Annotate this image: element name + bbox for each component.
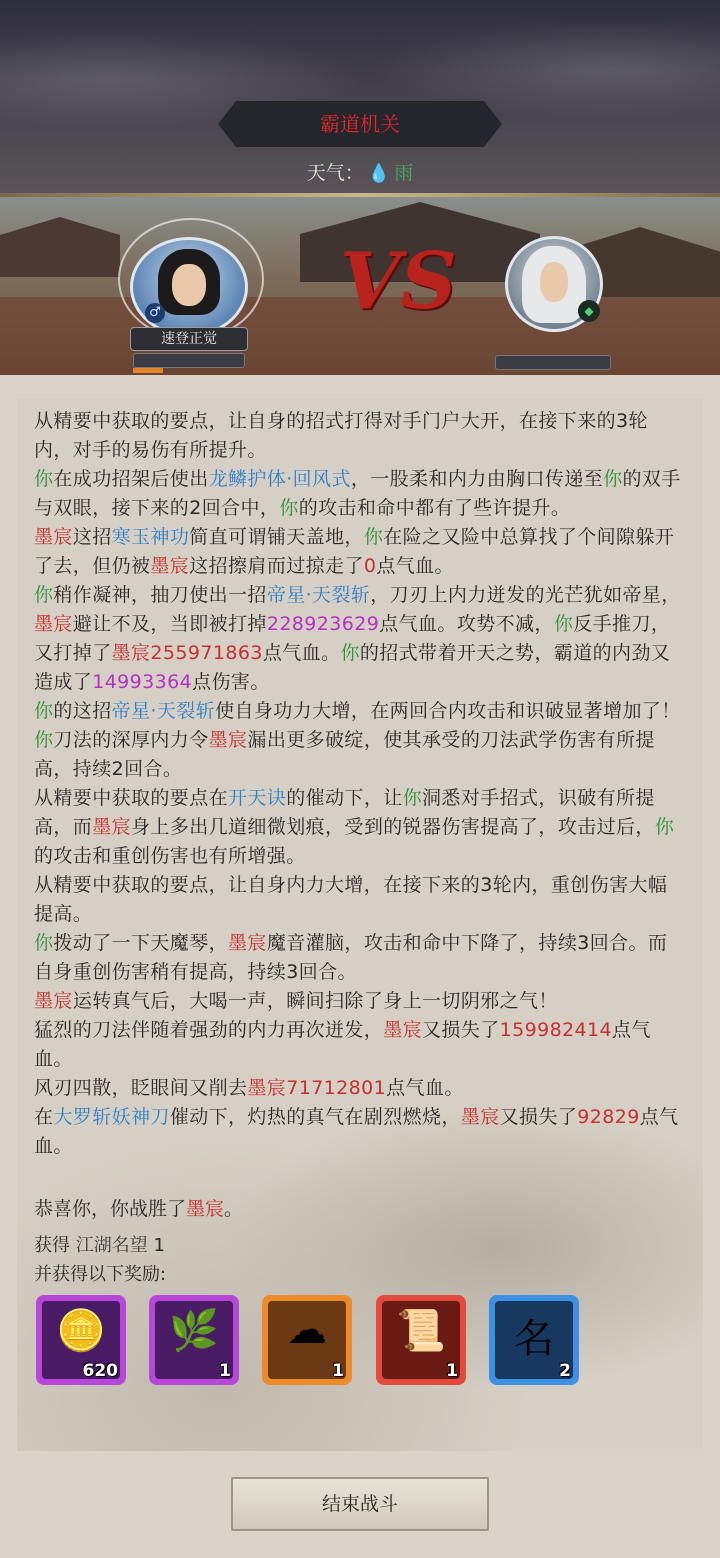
log-text: 你 bbox=[553, 613, 574, 635]
victory-suffix: 。 bbox=[224, 1198, 244, 1220]
jade-token-icon: 名 bbox=[514, 1316, 554, 1362]
log-text: 魔音灌脑，攻击和命中下降了，持续3回合。而自身重创伤害稍有提高，持续3回合。 bbox=[34, 932, 668, 983]
log-text: 228923629 bbox=[266, 613, 380, 635]
log-text: 开天诀 bbox=[228, 787, 287, 809]
log-text: 身上多出几道细微划痕，受到的锐器伤害提高了，攻击过后， bbox=[131, 816, 655, 838]
log-text: 刀法的深厚内力令 bbox=[53, 729, 209, 751]
log-text: 墨宸 bbox=[34, 990, 73, 1012]
log-text: 你 bbox=[363, 526, 384, 548]
log-entry bbox=[34, 1103, 686, 1161]
log-text: 你 bbox=[34, 468, 54, 490]
log-text: 的招式带着开天之势，霸道的内劲又造成了 bbox=[34, 642, 671, 693]
log-text: 墨宸 bbox=[34, 526, 73, 548]
log-text: 墨宸 bbox=[34, 613, 73, 635]
log-text: 洞悉对手招式，识破有所提高，而 bbox=[34, 787, 655, 838]
reward-item[interactable] bbox=[376, 1295, 466, 1385]
reward-count: 1 bbox=[219, 1361, 231, 1381]
log-entry bbox=[34, 726, 686, 784]
log-text: 大罗斩妖神刀 bbox=[53, 1106, 170, 1128]
log-entry bbox=[34, 581, 686, 697]
log-text: 点气血。攻势不减， bbox=[379, 613, 554, 635]
log-text: 在险之又险中总算找了个间隙躲开了去，但仍被 bbox=[34, 526, 675, 577]
log-text: 帝星·天裂斩 bbox=[111, 700, 216, 722]
vs-emblem: VS bbox=[340, 236, 457, 327]
player-hp-bar bbox=[133, 353, 245, 368]
log-text: 又损失了 bbox=[499, 1106, 578, 1128]
log-text: ，刀刃上内力迸发的光芒犹如帝星， bbox=[370, 584, 681, 606]
face bbox=[172, 264, 206, 306]
log-text: 墨宸 bbox=[247, 1077, 287, 1099]
log-text: 漏出更多破绽，使其承受的刀法武学伤害有所提高，持续2回合。 bbox=[34, 729, 655, 780]
log-text: 帝星·天裂斩 bbox=[266, 584, 371, 606]
log-entry bbox=[34, 987, 686, 1016]
log-text: 墨宸 bbox=[150, 555, 190, 577]
fame-value: 1 bbox=[153, 1235, 165, 1256]
log-entry bbox=[34, 465, 686, 523]
log-text: 催动下，灼热的真气在剧烈燃烧， bbox=[169, 1106, 461, 1128]
reward-item[interactable] bbox=[489, 1295, 579, 1385]
log-text: 墨宸 bbox=[111, 642, 151, 664]
log-text: 14993364 bbox=[92, 671, 193, 693]
log-text: 点气血。 bbox=[376, 555, 454, 577]
log-text: 255971863 bbox=[150, 642, 263, 664]
log-text: 运转真气后，大喝一声，瞬间扫除了身上一切阴邪之气！ bbox=[72, 990, 558, 1012]
weather-value: 雨 bbox=[394, 162, 414, 184]
log-text: 墨宸 bbox=[208, 729, 248, 751]
log-text: 又损失了 bbox=[422, 1019, 500, 1041]
log-text: 避让不及，当即被打掉 bbox=[72, 613, 267, 635]
log-text: 的攻击和重创伤害也有所增强。 bbox=[34, 845, 306, 867]
log-text: 你 bbox=[654, 816, 675, 838]
page-title: 霸道机关 bbox=[320, 112, 400, 136]
fame-name: 江湖名望 bbox=[75, 1235, 148, 1256]
reward-count: 620 bbox=[82, 1361, 118, 1381]
log-text: 的催动下，让 bbox=[286, 787, 403, 809]
log-text: 你 bbox=[34, 700, 54, 722]
log-text: 简直可谓铺天盖地， bbox=[189, 526, 364, 548]
log-text: 159982414 bbox=[499, 1019, 613, 1041]
gold-ingot-icon: 🪙 bbox=[56, 1308, 106, 1354]
log-text: 92829 bbox=[577, 1106, 640, 1128]
building bbox=[0, 217, 120, 277]
reward-item[interactable] bbox=[262, 1295, 352, 1385]
victory-message bbox=[34, 1195, 243, 1224]
log-text: 墨宸 bbox=[228, 932, 267, 954]
battle-scene bbox=[0, 197, 720, 375]
player-energy-bar bbox=[133, 368, 163, 373]
log-text: 0 bbox=[363, 555, 377, 577]
log-text: 你 bbox=[34, 932, 54, 954]
log-entry bbox=[34, 871, 686, 929]
victory-prefix: 恭喜你，你战胜了 bbox=[34, 1198, 187, 1220]
reward-count: 2 bbox=[559, 1361, 571, 1381]
enemy-hp-bar bbox=[495, 355, 611, 370]
log-entry bbox=[34, 697, 686, 726]
log-text: 猛烈的刀法伴随着强劲的内力再次迸发， bbox=[34, 1019, 384, 1041]
log-text: 墨宸 bbox=[460, 1106, 500, 1128]
log-text: 你 bbox=[340, 642, 360, 664]
log-text: 在成功招架后使出 bbox=[53, 468, 209, 490]
log-text: 风刃四散，眨眼间又削去 bbox=[34, 1077, 248, 1099]
log-text: 这招擦肩而过掠走了 bbox=[189, 555, 364, 577]
log-entry bbox=[34, 523, 686, 581]
reward-count: 1 bbox=[446, 1361, 458, 1381]
end-battle-button[interactable]: 结束战斗 bbox=[231, 1477, 489, 1531]
reward-item[interactable] bbox=[36, 1295, 126, 1385]
log-text: 拨动了一下天魔琴， bbox=[53, 932, 229, 954]
log-text: 墨宸 bbox=[92, 816, 132, 838]
face bbox=[540, 262, 568, 303]
log-text: 71712801 bbox=[286, 1077, 387, 1099]
log-text: 点气血。 bbox=[386, 1077, 464, 1099]
log-text: 从精要中获取的要点，让自身内力大增，在接下来的3轮内，重创伤害大幅提高。 bbox=[34, 874, 668, 925]
log-text: 点伤害。 bbox=[192, 671, 270, 693]
log-text: 的攻击和命中都有了些许提升。 bbox=[298, 497, 571, 519]
player-name: 速登正觉 bbox=[130, 327, 248, 351]
cloud-icon: ☁ bbox=[287, 1307, 327, 1353]
reward-item[interactable] bbox=[149, 1295, 239, 1385]
log-text: 在 bbox=[34, 1106, 54, 1128]
log-text: 点气血。 bbox=[34, 1106, 679, 1157]
log-text: 使自身功力大增，在两回合内攻击和识破显著增加了！ bbox=[215, 700, 681, 722]
raindrop-icon: 💧 bbox=[367, 163, 391, 184]
log-text: 你 bbox=[34, 729, 54, 751]
male-icon: ♂ bbox=[145, 303, 165, 323]
log-text: 墨宸 bbox=[383, 1019, 423, 1041]
player-avatar[interactable] bbox=[130, 237, 248, 337]
obtain-label: 获得 bbox=[34, 1235, 70, 1256]
weather-row bbox=[0, 158, 720, 188]
log-text: 稍作凝神，抽刀使出一招 bbox=[53, 584, 267, 606]
log-entry bbox=[34, 784, 686, 871]
log-text: 龙鳞护体·回风式 bbox=[208, 468, 351, 490]
log-entry bbox=[34, 1016, 686, 1074]
herb-icon: 🌿 bbox=[169, 1308, 219, 1354]
log-text: 这招 bbox=[72, 526, 112, 548]
log-text: 的双手与双眼，接下来的2回合中， bbox=[34, 468, 681, 519]
log-text: 你 bbox=[34, 584, 54, 606]
log-text: 点气血。 bbox=[34, 1019, 651, 1070]
log-text: 的这招 bbox=[53, 700, 112, 722]
log-text: 点气血。 bbox=[262, 642, 341, 664]
weather-label: 天气： bbox=[306, 162, 364, 184]
log-text: ，一股柔和内力由胸口传递至 bbox=[350, 468, 604, 490]
log-text: 你 bbox=[603, 468, 623, 490]
log-text: 反手推刀，又打掉了 bbox=[34, 613, 671, 664]
log-entry bbox=[34, 929, 686, 987]
log-entry bbox=[34, 407, 686, 465]
fame-reward bbox=[34, 1232, 165, 1260]
rewards-label: 并获得以下奖励: bbox=[34, 1264, 167, 1285]
reward-count: 1 bbox=[332, 1361, 344, 1381]
log-text: 从精要中获取的要点，让自身的招式打得对手门户大开，在接下来的3轮内，对手的易伤有所提升。 bbox=[34, 410, 648, 461]
log-text: 寒玉神功 bbox=[111, 526, 190, 548]
battle-log bbox=[34, 407, 686, 1161]
buff-icon: ◆ bbox=[578, 300, 600, 322]
enemy-name: 墨宸 bbox=[186, 1198, 225, 1220]
log-text: 从精要中获取的要点在 bbox=[34, 787, 229, 809]
book-icon: 📜 bbox=[396, 1308, 446, 1354]
log-entry bbox=[34, 1074, 686, 1103]
log-text: 你 bbox=[402, 787, 423, 809]
log-text: 你 bbox=[279, 497, 299, 519]
